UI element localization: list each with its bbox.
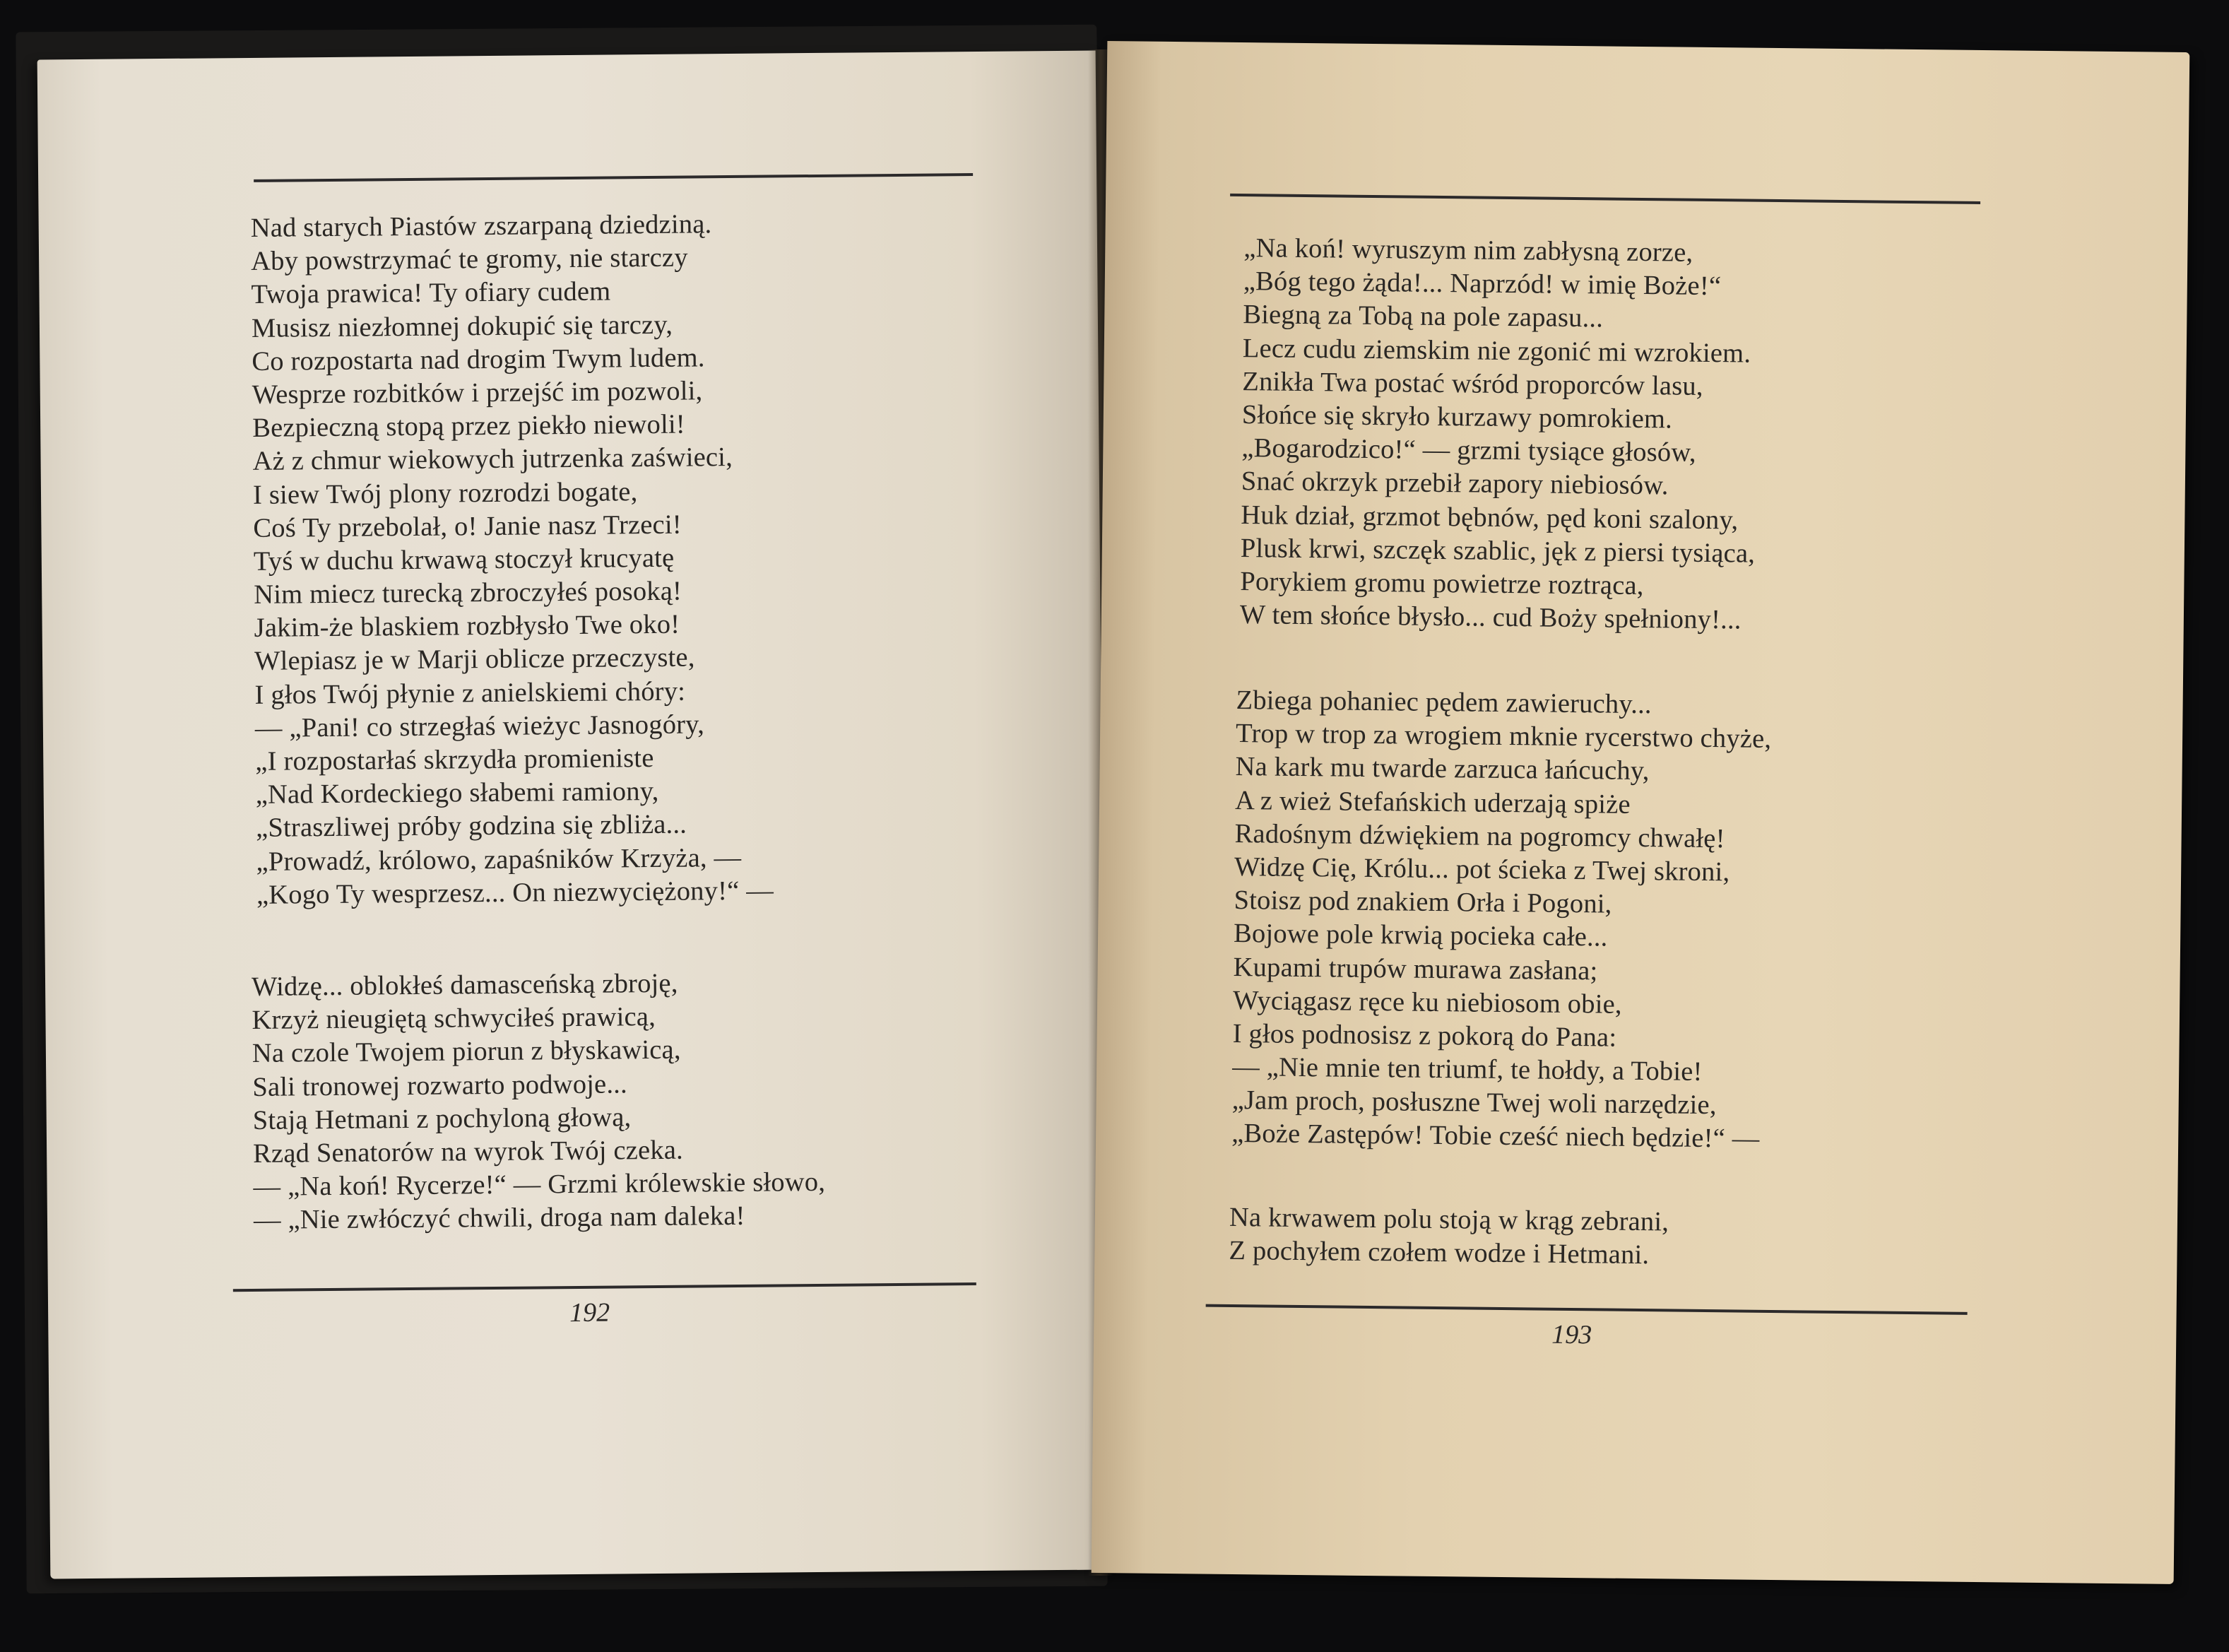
verse-line: Biegną za Tobą na pole zapasu... xyxy=(1243,300,1604,334)
verse-line: Tyś w duchu krwawą stoczył krucyatę xyxy=(253,543,675,577)
verse-line: Na kark mu twarde zarzuca łańcuchy, xyxy=(1235,752,1650,786)
right-stanza-3 xyxy=(1229,1201,1669,1273)
verse-line: I głos podnosisz z pokorą do Pana: xyxy=(1232,1018,1617,1053)
verse-line: Bezpieczną stopą przez piekło niewoli! xyxy=(252,409,686,444)
right-stanza-1 xyxy=(1240,232,1758,637)
top-rule xyxy=(1230,194,1980,204)
verse-line: Huk dział, grzmot bębnów, pęd koni szalony, xyxy=(1241,500,1739,535)
verse-line: „I rozpostarłaś skrzydła promieniste xyxy=(255,743,654,777)
verse-line: Musisz niezłomnej dokupić się tarczy, xyxy=(251,309,673,343)
verse-line: Bojowe pole krwią pocieka całe... xyxy=(1233,919,1608,952)
verse-line: Sali tronowej rozwarto podwoje... xyxy=(252,1068,628,1102)
verse-line: Plusk krwi, szczęk szablic, jęk z piersi tysiąca, xyxy=(1240,533,1756,569)
bottom-rule xyxy=(233,1282,976,1292)
verse-line: Kupami trupów murawa zasłana; xyxy=(1233,952,1598,986)
verse-line: „Jam proch, posłuszne Twej woli narzędzie, xyxy=(1231,1085,1717,1121)
verse-line: Wesprze rozbitków i przejść im pozwoli, xyxy=(252,376,703,410)
verse-line: „Na koń! wyruszym nim zabłysną zorze, xyxy=(1243,233,1693,268)
verse-line: Widzę... oblokłeś damasceńską zbroję, xyxy=(251,968,678,1002)
verse-line: Rząd Senatorów na wyrok Twój czeka. xyxy=(252,1135,684,1169)
verse-line: A z wież Stefańskich uderzają spiże xyxy=(1234,785,1631,820)
left-page xyxy=(37,51,1109,1579)
verse-line: Zbiega pohaniec pędem zawieruchy... xyxy=(1236,685,1652,720)
verse-line: I głos Twój płynie z anielskiemi chóry: xyxy=(254,676,686,710)
verse-line: Nim miecz turecką zbroczyłeś posoką! xyxy=(254,576,682,610)
verse-line: — „Pani! co strzegłaś wieżyc Jasnogóry, xyxy=(254,709,705,743)
verse-line: „Bóg tego żąda!... Naprzód! w imię Boże!“ xyxy=(1243,266,1722,302)
verse-line: „Boże Zastępów! Tobie cześć niech będzie!“ — xyxy=(1231,1119,1760,1155)
verse-line: Lecz cudu ziemskim nie zgonić mi wzrokiem. xyxy=(1242,333,1751,369)
verse-line: „Bogarodzico!“ — grzmi tysiące głosów, xyxy=(1241,433,1696,468)
bottom-rule xyxy=(1206,1304,1968,1315)
verse-line: I siew Twój plony rozrodzi bogate, xyxy=(252,476,638,510)
verse-line: Aż z chmur wiekowych jutrzenka zaświeci, xyxy=(252,442,733,477)
verse-line: Coś Ty przebolał, o! Janie nasz Trzeci! xyxy=(253,509,682,543)
verse-line: Znikła Twa postać wśród proporców lasu, xyxy=(1242,366,1703,401)
verse-line: — „Na koń! Rycerze!“ — Grzmi królewskie słowo, xyxy=(253,1167,826,1203)
verse-line: Na czole Twojem piorun z błyskawicą, xyxy=(252,1035,681,1069)
verse-line: Porykiem gromu powietrze roztrąca, xyxy=(1240,566,1644,601)
verse-line: — „Nie mnie ten triumf, te hołdy, a Tobie! xyxy=(1231,1052,1703,1087)
verse-line: Stoisz pod znakiem Orła i Pogoni, xyxy=(1234,885,1612,919)
verse-line: Radośnym dźwiękiem na pogromcy chwałę! xyxy=(1234,818,1725,854)
verse-line: Twoja prawica! Ty ofiary cudem xyxy=(251,276,611,310)
verse-line: Trop w trop za wrogiem mknie rycerstwo chyże, xyxy=(1235,719,1772,755)
verse-line: W tem słońce błysło... cud Boży spełniony!... xyxy=(1239,600,1742,635)
left-stanza-1 xyxy=(251,208,774,912)
verse-line: Widzę Cię, Królu... pot ścieka z Twej skroni, xyxy=(1234,851,1730,887)
verse-line: „Kogo Ty wesprzesz... On niezwyciężony!“ — xyxy=(256,875,774,910)
verse-line: Słońce się skryło kurzawy pomrokiem. xyxy=(1241,400,1673,435)
verse-line: Na krwawem polu stoją w krąg zebrani, xyxy=(1229,1202,1669,1237)
verse-line: Z pochyłem czołem wodze i Hetmani. xyxy=(1229,1236,1650,1270)
verse-line: — „Nie zwłóczyć chwili, droga nam daleka! xyxy=(253,1201,745,1236)
right-stanza-2 xyxy=(1231,684,1772,1157)
verse-line: „Nad Kordeckiego słabemi ramiony, xyxy=(255,777,659,810)
page-number: 192 xyxy=(569,1297,610,1328)
top-rule xyxy=(254,173,973,182)
verse-line: Wyciągasz ręce ku niebiosom obie, xyxy=(1232,985,1622,1020)
left-stanza-2 xyxy=(252,966,826,1238)
verse-line: Snać okrzyk przebił zapory niebiosów. xyxy=(1241,466,1669,501)
page-number: 193 xyxy=(1551,1319,1592,1350)
verse-line: Aby powstrzymać te gromy, nie starczy xyxy=(250,242,688,277)
verse-line: Nad starych Piastów zszarpaną dziedziną. xyxy=(250,209,712,243)
verse-line: „Prowadź, królowo, zapaśników Krzyża, — xyxy=(256,842,742,877)
verse-line: Jakim-że blaskiem rozbłysło Twe oko! xyxy=(254,609,680,644)
verse-line: „Straszliwej próby godzina się zbliża... xyxy=(255,809,687,844)
verse-line: Krzyż nieugiętą schwyciłeś prawicą, xyxy=(252,1002,656,1036)
verse-line: Stają Hetmani z pochyloną głową, xyxy=(252,1102,632,1135)
verse-line: Co rozpostarta nad drogim Twym ludem. xyxy=(252,343,705,377)
verse-line: Wlepiasz je w Marji oblicze przeczyste, xyxy=(254,642,695,677)
right-page xyxy=(1092,41,2190,1584)
